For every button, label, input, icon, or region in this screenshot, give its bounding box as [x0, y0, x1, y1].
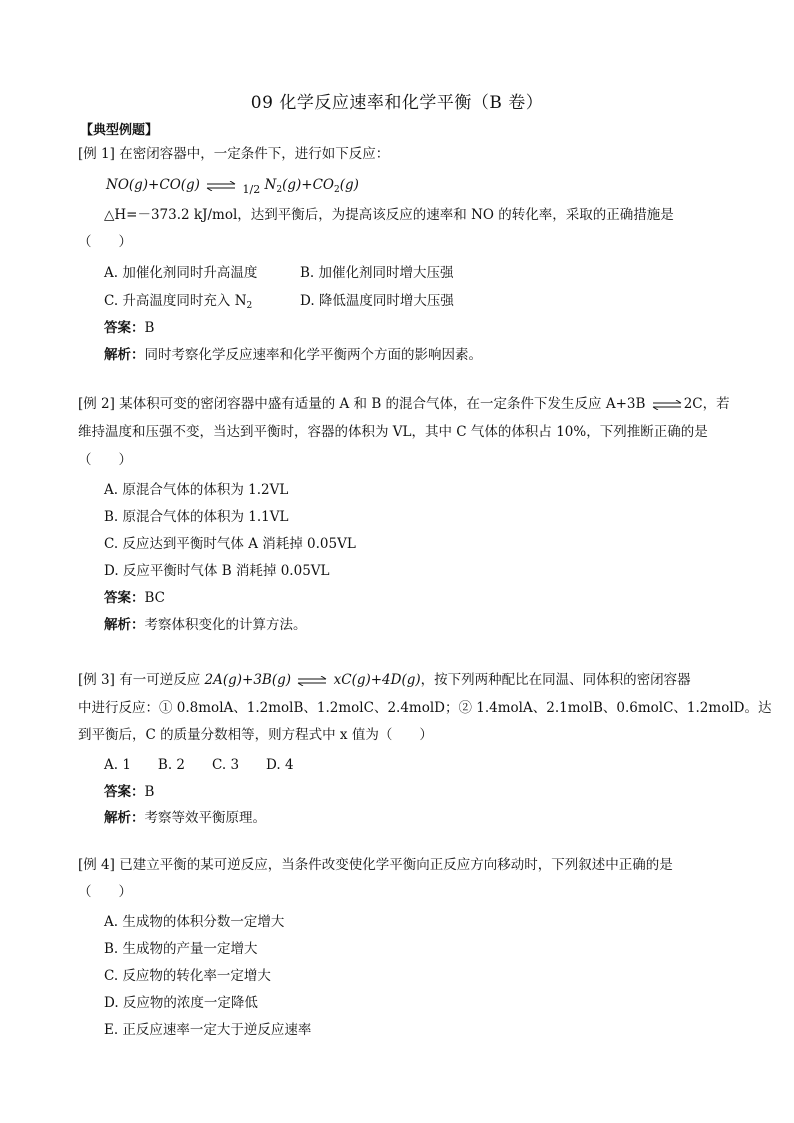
ex1-eq-sub-1: 2 [276, 185, 283, 195]
ex2-option-d: D. 反应平衡时气体 B 消耗掉 0.05VL [104, 563, 330, 579]
ex1-answer [104, 316, 154, 336]
ex1-option-c [104, 289, 252, 311]
ex1-question: [例 1] 在密闭容器中，一定条件下，进行如下反应： [78, 146, 390, 162]
ex3-eq-right: xC(g)+4D(g) [333, 672, 421, 688]
ex4-option-d: D. 反应物的浓度一定降低 [104, 995, 258, 1011]
equilibrium-arrow-icon [206, 181, 236, 191]
ex1-answer-value: B [144, 320, 155, 336]
ex1-eq-n: N [264, 177, 277, 193]
ex2-paren: （ ） [78, 452, 132, 468]
ex1-line2: △H=－373.2 kJ/mol，达到平衡后，为提高该反应的速率和 NO 的转化率，采取的正确措施是 [104, 207, 674, 223]
equilibrium-arrow-icon [652, 400, 682, 410]
ex3-answer [104, 780, 154, 800]
ex2-line2: 维持温度和压强不变，当达到平衡时，容器的体积为 VL，其中 C 气体的体积占 10%，下列推断正确的是 [78, 424, 708, 440]
ex2-line1-text: [例 2] 某体积可变的密闭容器中盛有适量的 A 和 B 的混合气体，在一定条件下发生反应 A+3B [78, 396, 646, 412]
ex1-equation [106, 176, 359, 199]
ex1-answer-label: 答案： [104, 320, 145, 336]
section-heading: 【典型例题】 [80, 123, 159, 138]
ex2-explanation [104, 613, 307, 633]
ex3-explanation-text: 考察等效平衡原理。 [144, 810, 266, 826]
ex1-eq-end: (g) [339, 177, 359, 193]
ex3-line1-text: [例 3] 有一可逆反应 [78, 672, 201, 688]
page-title: 09 化学反应速率和化学平衡（B 卷） [250, 93, 544, 113]
ex2-explanation-label: 解析： [104, 617, 145, 633]
ex3-options: A. 1 B. 2 C. 3 D. 4 [104, 757, 294, 773]
ex2-option-b: B. 原混合气体的体积为 1.1VL [104, 509, 289, 525]
ex2-answer-label: 答案： [104, 590, 145, 606]
ex2-answer [104, 586, 165, 606]
ex3-line3: 到平衡后，C 的质量分数相等，则方程式中 x 值为（ ） [78, 727, 433, 743]
ex4-option-e: E. 正反应速率一定大于逆反应速率 [104, 1022, 312, 1038]
ex1-option-c-text: C. 升高温度同时充入 N [104, 293, 247, 309]
ex1-option-d: D. 降低温度同时增大压强 [300, 293, 454, 309]
ex1-coef: 1/2 [242, 183, 261, 196]
ex4-line1: [例 4] 已建立平衡的某可逆反应，当条件改变使化学平衡向正反应方向移动时，下列叙述中正确的是 [78, 857, 673, 873]
ex2-explanation-text: 考察体积变化的计算方法。 [144, 617, 307, 633]
ex2-option-a: A. 原混合气体的体积为 1.2VL [104, 482, 289, 498]
ex3-answer-label: 答案： [104, 784, 145, 800]
ex3-answer-value: B [144, 784, 155, 800]
ex3-line2: 中进行反应：① 0.8molA、1.2molB、1.2molC、2.4molD；② 1.4molA、2.1molB、0.6molC、1.2molD。达 [78, 700, 772, 716]
ex3-line1-end: ，按下列两种配比在同温、同体积的密闭容器 [420, 672, 691, 688]
ex4-option-b: B. 生成物的产量一定增大 [104, 941, 258, 957]
ex1-option-a: A. 加催化剂同时升高温度 [104, 265, 258, 281]
ex4-option-c: C. 反应物的转化率一定增大 [104, 968, 271, 984]
ex1-explanation-text: 同时考察化学反应速率和化学平衡两个方面的影响因素。 [144, 347, 482, 363]
equilibrium-arrow-icon [297, 676, 327, 686]
ex1-eq-left: NO(g)+CO(g) [106, 177, 200, 193]
ex1-paren: （ ） [78, 234, 132, 250]
ex1-eq-sub-2: 2 [333, 185, 340, 195]
ex3-eq-left: 2A(g)+3B(g) [204, 672, 292, 688]
ex2-option-c: C. 反应达到平衡时气体 A 消耗掉 0.05VL [104, 536, 356, 552]
ex4-option-a: A. 生成物的体积分数一定增大 [104, 914, 285, 930]
ex3-explanation [104, 806, 266, 826]
ex1-option-c-sub: 2 [246, 301, 253, 311]
ex2-line1-end: 2C，若 [683, 396, 730, 412]
ex1-option-b: B. 加催化剂同时增大压强 [300, 265, 454, 281]
ex2-line1 [78, 395, 730, 413]
ex1-explanation [104, 343, 482, 363]
ex3-explanation-label: 解析： [104, 810, 145, 826]
ex1-eq-mid: (g)+CO [282, 177, 334, 193]
ex3-line1 [78, 671, 691, 689]
ex4-paren: （ ） [78, 884, 132, 900]
ex1-explanation-label: 解析： [104, 347, 145, 363]
ex2-answer-value: BC [144, 590, 166, 606]
